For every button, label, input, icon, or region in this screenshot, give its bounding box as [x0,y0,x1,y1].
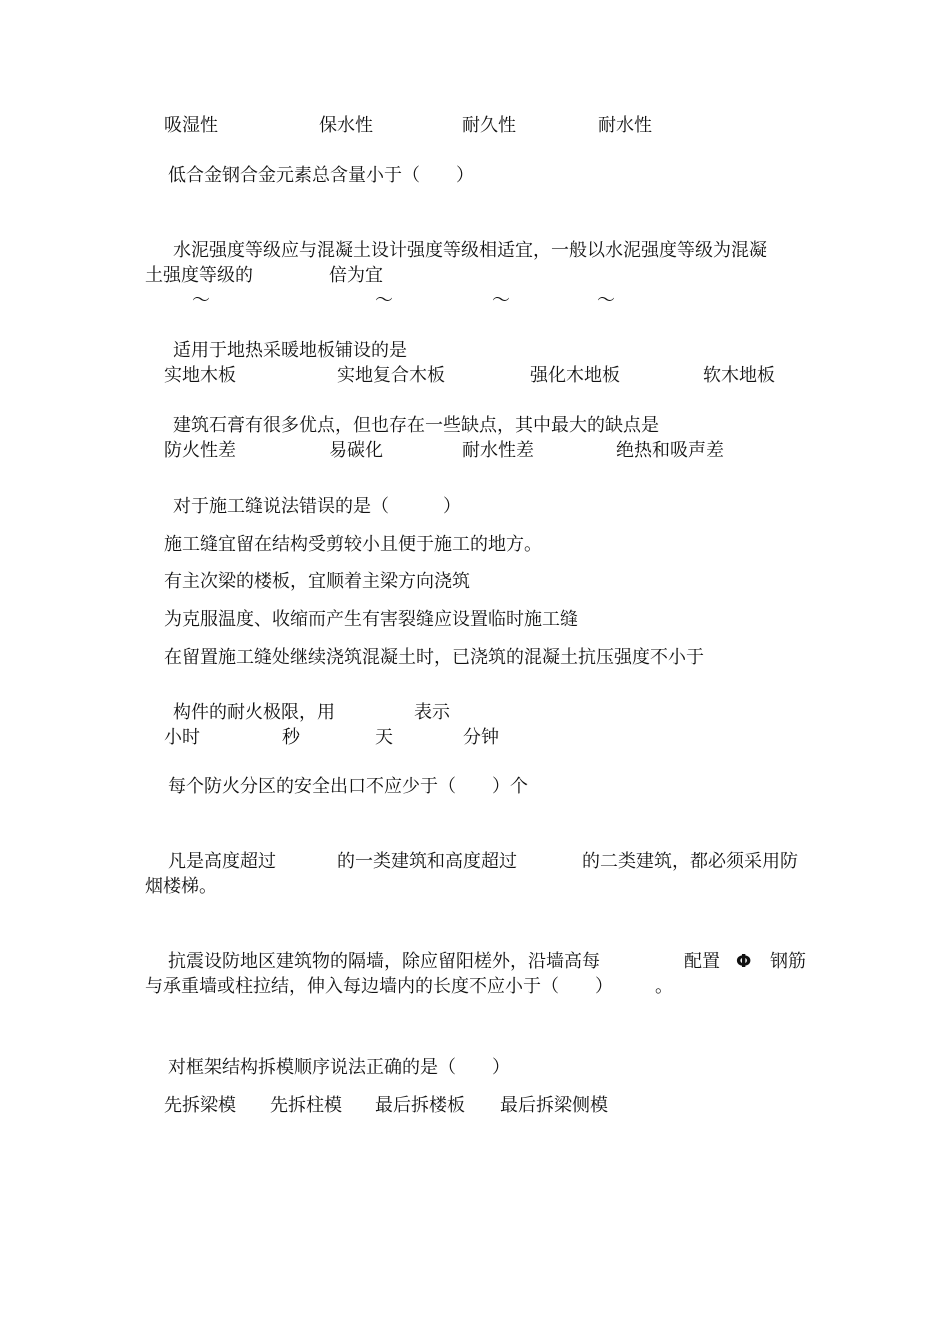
option-text: 耐水性 [598,115,652,136]
question-text: 钢筋 [770,951,806,972]
question-text: 每个防火分区的安全出口不应少于（ ）个 [168,776,528,797]
option-text: 耐久性 [462,115,516,136]
question-text: 配置 [684,951,720,972]
option-text: ～ [375,290,393,311]
option-text: 在留置施工缝处继续浇筑混凝土时，已浇筑的混凝土抗压强度不小于 [164,647,704,668]
option-text: 分钟 [463,727,499,748]
option-text: 绝热和吸声差 [616,440,724,461]
question-text: 构件的耐火极限，用 [173,702,335,723]
question-text: 的一类建筑和高度超过 [337,851,517,872]
option-text: 实地木板 [164,365,236,386]
option-text: 吸湿性 [164,115,218,136]
option-text: 最后拆梁侧模 [500,1095,608,1116]
option-text: 秒 [282,727,300,748]
option-text: ～ [192,290,210,311]
option-text: 先拆柱模 [270,1095,342,1116]
question-text: 对框架结构拆模顺序说法正确的是（ ） [168,1057,510,1078]
option-text: 保水性 [319,115,373,136]
option-text: 小时 [164,727,200,748]
option-text: 实地复合木板 [337,365,445,386]
option-text: 施工缝宜留在结构受剪较小且便于施工的地方。 [164,534,542,555]
question-text: 建筑石膏有很多优点，但也存在一些缺点，其中最大的缺点是 [173,415,659,436]
rebar-symbol: Φ [736,951,752,972]
option-text: 软木地板 [703,365,775,386]
question-text: 表示 [414,702,450,723]
question-text: 倍为宜 [329,265,383,286]
option-text: 最后拆楼板 [375,1095,465,1116]
option-text: ～ [492,290,510,311]
question-text: 低合金钢合金元素总含量小于（ ） [168,165,474,186]
option-text: 天 [375,727,393,748]
question-text: 。 [655,976,673,997]
option-text: 有主次梁的楼板，宜顺着主梁方向浇筑 [164,571,470,592]
option-text: 为克服温度、收缩而产生有害裂缝应设置临时施工缝 [164,609,578,630]
question-text: 土强度等级的 [145,265,253,286]
question-text: 的二类建筑，都必须采用防 [582,851,798,872]
question-text: 抗震设防地区建筑物的隔墙，除应留阳槎外，沿墙高每 [168,951,600,972]
option-text: 先拆梁模 [164,1095,236,1116]
question-text: 与承重墙或柱拉结，伸入每边墙内的长度不应小于（ ） [145,976,613,997]
question-text: 凡是高度超过 [168,851,276,872]
option-text: 防火性差 [164,440,236,461]
question-text: 适用于地热采暖地板铺设的是 [173,340,407,361]
question-text: 烟楼梯。 [145,876,217,897]
question-text: 对于施工缝说法错误的是（ ） [173,496,461,517]
question-text: 水泥强度等级应与混凝土设计强度等级相适宜，一般以水泥强度等级为混凝 [173,240,767,261]
option-text: 易碳化 [329,440,383,461]
option-text: 耐水性差 [462,440,534,461]
option-text: ～ [597,290,615,311]
option-text: 强化木地板 [530,365,620,386]
